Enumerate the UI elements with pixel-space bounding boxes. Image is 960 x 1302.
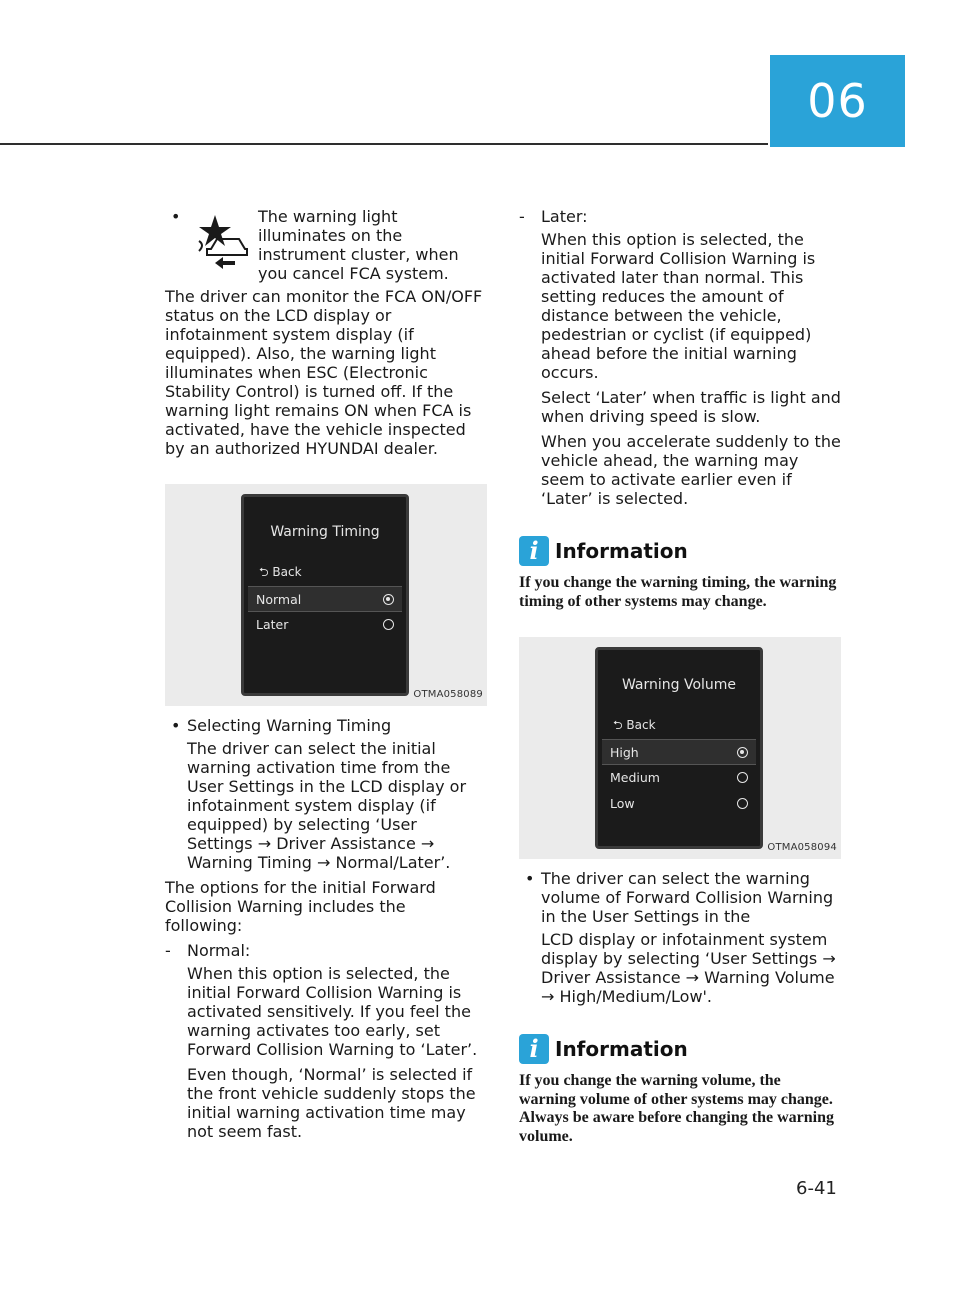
right-column xyxy=(519,207,841,1146)
warning-volume-screen xyxy=(595,647,763,849)
radio-empty-icon xyxy=(737,798,748,809)
bullet-dot: • xyxy=(171,207,181,226)
info-icon: i xyxy=(519,536,549,566)
warning-light-text: The warning light illuminates on the instrument cluster, when you cancel FCA system. xyxy=(258,207,459,283)
chapter-tab: 06 xyxy=(770,55,905,147)
back-menu-item: ⮌ Back xyxy=(259,565,302,579)
information-body-1: If you change the warning timing, the warning timing of other systems may change. xyxy=(519,574,837,610)
option-normal xyxy=(248,586,402,612)
bullet-dot: • xyxy=(525,869,535,888)
warning-volume-bullet xyxy=(519,869,841,1006)
warning-timing-screen xyxy=(241,494,409,696)
fca-warning-icon xyxy=(193,213,255,269)
bullet-body-1: The driver can select the warning volume of Forward Collision Warning in the User Settings in the xyxy=(541,869,834,926)
info-title: Information xyxy=(555,538,688,563)
left-column xyxy=(165,207,487,1141)
bullet-title: Selecting Warning Timing xyxy=(187,716,392,735)
radio-empty-icon xyxy=(737,772,748,783)
option-later xyxy=(248,612,402,638)
later-desc-2: Select ‘Later’ when traffic is light and when driving speed is slow. xyxy=(541,388,841,426)
screen-title: Warning Timing xyxy=(270,524,380,540)
later-desc-3: When you accelerate suddenly to the vehicle ahead, the warning may seem to activate earlier even if ‘Later’ is selected. xyxy=(541,432,841,508)
dash-mark: - xyxy=(165,941,171,960)
page-number: 6-41 xyxy=(796,1178,837,1199)
later-desc-1: When this option is selected, the initial Forward Collision Warning is activated later than normal. This setting reduces the amount of distance between the vehicle, pedestrian or cyclist (if equipped) ahead before the initial warning occurs. xyxy=(541,230,816,382)
bullet-body: The driver can select the initial warning activation time from the User Settings in the LCD display or infotainment system display (if equipped) by selecting ‘User Settings → Driver Assistance → Warning Timing → Normal/Later’. xyxy=(187,739,467,872)
warning-timing-figure xyxy=(165,484,487,706)
radio-selected-icon xyxy=(383,594,394,605)
option-high xyxy=(602,739,756,765)
back-menu-item: ⮌ Back xyxy=(613,718,656,732)
bullet-body-2: LCD display or infotainment system display by selecting ‘User Settings → Driver Assistance → Warning Volume → High/Medium/Low'. xyxy=(541,930,836,1006)
option-label: Normal xyxy=(256,592,302,607)
info-title: Information xyxy=(555,1036,688,1061)
normal-desc-2: Even though, ‘Normal’ is selected if the front vehicle suddenly stops the initial warning activation time may not seem fast. xyxy=(187,1065,476,1141)
option-label: Medium xyxy=(610,770,660,785)
radio-selected-icon xyxy=(737,747,748,758)
bullet-dot: • xyxy=(171,716,181,735)
figure-code: OTMA058094 xyxy=(767,842,837,853)
screen-title: Warning Volume xyxy=(621,677,737,693)
warning-light-bullet xyxy=(165,207,487,287)
option-label: High xyxy=(610,745,639,760)
information-heading-2 xyxy=(519,1034,841,1064)
later-option xyxy=(519,207,841,508)
normal-desc-1: When this option is selected, the initial Forward Collision Warning is activated sensitively. If you feel the warning activates too early, set Forward Collision Warning to ‘Later’. xyxy=(187,964,478,1059)
options-intro: The options for the initial Forward Collision Warning includes the following: xyxy=(165,878,436,935)
figure-code: OTMA058089 xyxy=(413,689,483,700)
dash-mark: - xyxy=(519,207,525,226)
option-low xyxy=(602,791,756,817)
info-icon: i xyxy=(519,1034,549,1064)
option-label: Later xyxy=(256,617,289,632)
information-body-2: If you change the warning volume, the warning volume of other systems may change. Always be aware before changing the warning volume. xyxy=(519,1072,834,1145)
header-rule xyxy=(0,143,768,145)
warning-timing-bullet xyxy=(165,716,487,872)
later-label: Later: xyxy=(541,207,588,226)
normal-label: Normal: xyxy=(187,941,251,960)
fca-status-paragraph: The driver can monitor the FCA ON/OFF status on the LCD display or infotainment system display (if equipped). Also, the warning light illuminates when ESC (Electronic Stability Control) is turned off. If the warning light remains ON when FCA is activated, have the vehicle inspected by an authorized HYUNDAI dealer. xyxy=(165,287,483,458)
radio-empty-icon xyxy=(383,619,394,630)
option-label: Low xyxy=(610,796,635,811)
normal-option xyxy=(165,941,487,1141)
warning-volume-figure xyxy=(519,637,841,859)
option-medium xyxy=(602,765,756,791)
information-heading-1 xyxy=(519,536,841,566)
